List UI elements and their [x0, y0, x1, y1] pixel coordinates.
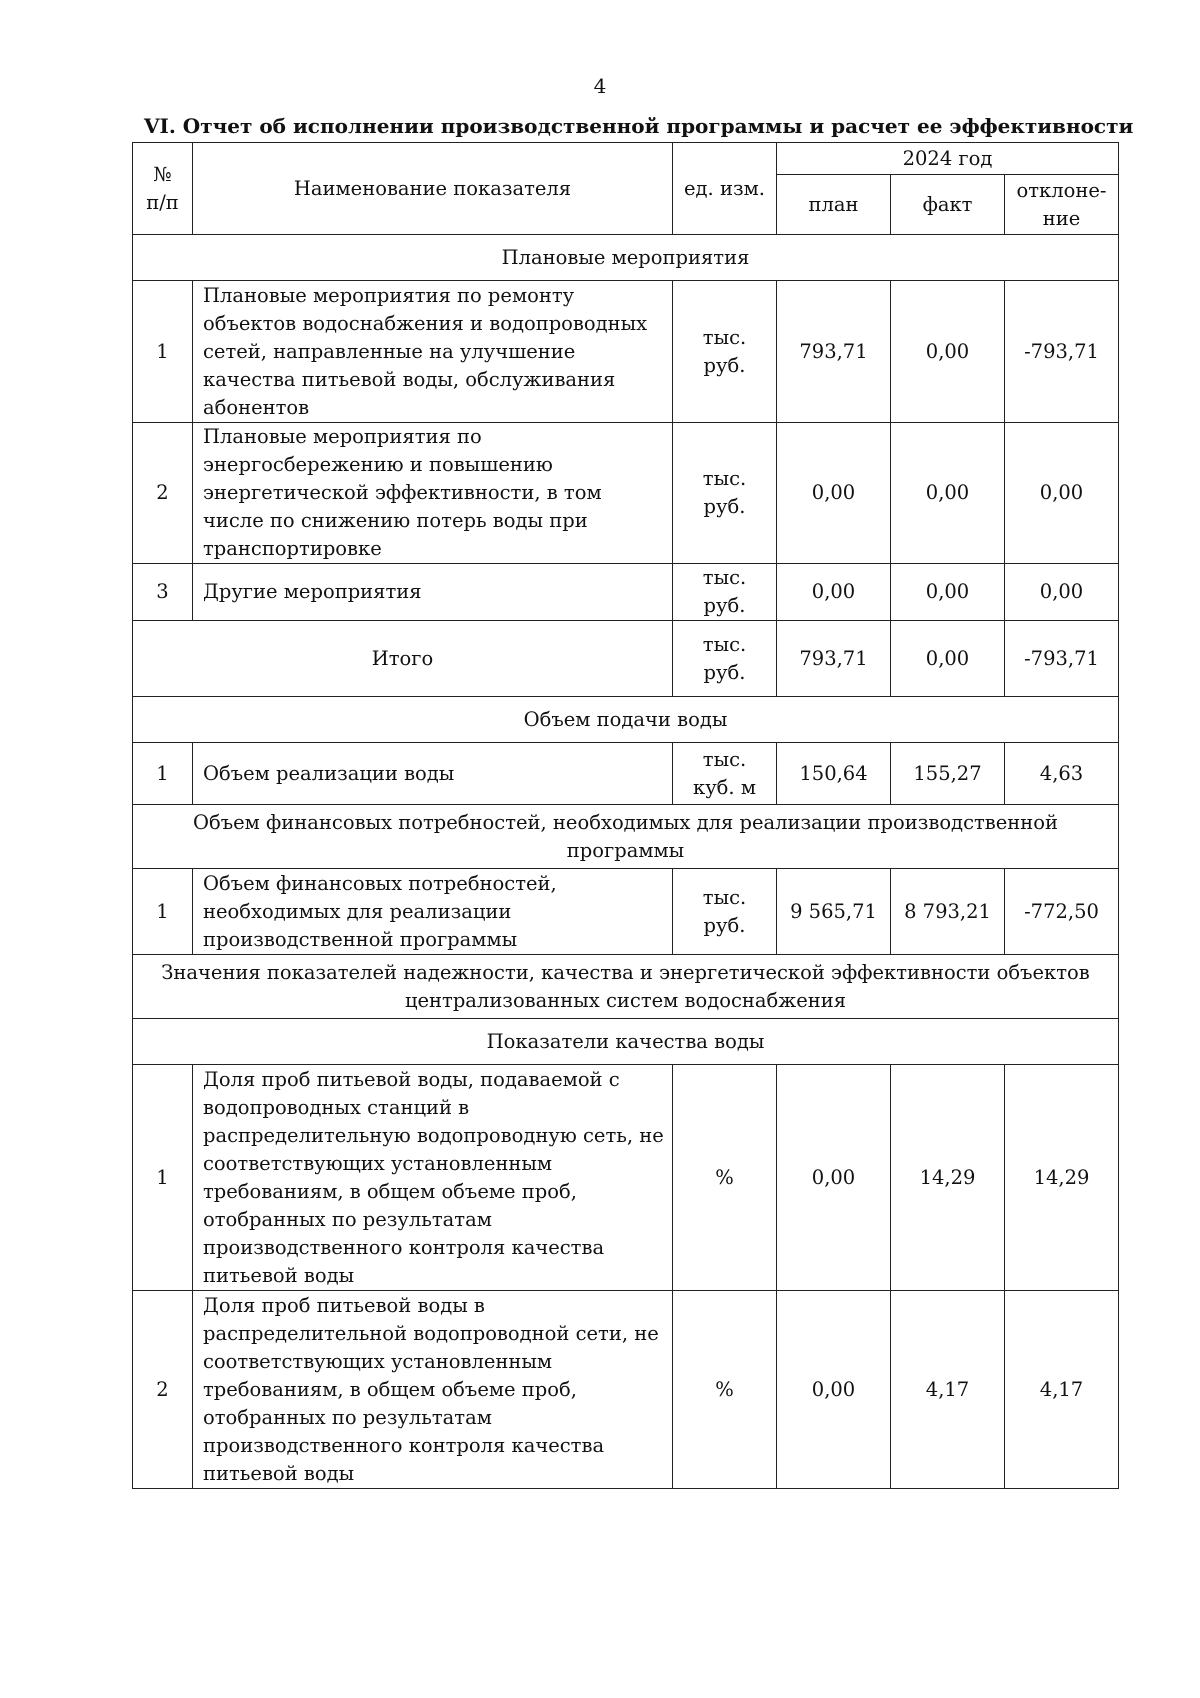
- row-fact: 0,00: [891, 564, 1005, 621]
- section-row: [133, 955, 1119, 1019]
- total-unit: тыс. руб.: [673, 621, 777, 697]
- total-fact: 0,00: [891, 621, 1005, 697]
- row-fact: 8 793,21: [891, 869, 1005, 955]
- table-row: [133, 1065, 1119, 1291]
- total-plan: 793,71: [777, 621, 891, 697]
- row-plan: 150,64: [777, 743, 891, 805]
- section-title-quality: Показатели качества воды: [133, 1019, 1119, 1065]
- row-unit: тыс. руб.: [673, 869, 777, 955]
- header-year: 2024 год: [777, 143, 1119, 175]
- table-row: [133, 281, 1119, 423]
- row-unit: тыс. куб. м: [673, 743, 777, 805]
- row-fact: 14,29: [891, 1065, 1005, 1291]
- row-num: 3: [133, 564, 193, 621]
- row-deviation: -772,50: [1005, 869, 1119, 955]
- section-row: [133, 697, 1119, 743]
- row-name: Плановые мероприятия по ремонту объектов водоснабжения и водопроводных сетей, направленные на улучшение качества питьевой воды, обслуживания абонентов: [193, 281, 673, 423]
- row-num: 1: [133, 869, 193, 955]
- production-program-table: [132, 142, 1119, 1489]
- row-name: Другие мероприятия: [193, 564, 673, 621]
- section-title: VI. Отчет об исполнении производственной программы и расчет ее эффективности: [144, 114, 1134, 138]
- row-plan: 793,71: [777, 281, 891, 423]
- total-row: [133, 621, 1119, 697]
- row-fact: 155,27: [891, 743, 1005, 805]
- row-plan: 0,00: [777, 1065, 891, 1291]
- row-num: 2: [133, 1291, 193, 1489]
- row-name: Объем финансовых потребностей, необходимых для реализации производственной программы: [193, 869, 673, 955]
- table-row: [133, 869, 1119, 955]
- row-plan: 9 565,71: [777, 869, 891, 955]
- row-num: 1: [133, 281, 193, 423]
- row-unit: тыс. руб.: [673, 281, 777, 423]
- table-row: [133, 564, 1119, 621]
- row-deviation: -793,71: [1005, 281, 1119, 423]
- header-fact: факт: [891, 175, 1005, 235]
- table-row: [133, 743, 1119, 805]
- row-plan: 0,00: [777, 423, 891, 564]
- section-title-supply: Объем подачи воды: [133, 697, 1119, 743]
- row-num: 2: [133, 423, 193, 564]
- row-name: Объем реализации воды: [193, 743, 673, 805]
- row-fact: 4,17: [891, 1291, 1005, 1489]
- row-deviation: 4,17: [1005, 1291, 1119, 1489]
- header-deviation: отклоне-ние: [1005, 175, 1119, 235]
- header-num: № п/п: [133, 143, 193, 235]
- row-unit: тыс. руб.: [673, 423, 777, 564]
- row-unit: %: [673, 1065, 777, 1291]
- header-name: Наименование показателя: [193, 143, 673, 235]
- header-unit: ед. изм.: [673, 143, 777, 235]
- section-title-finance: Объем финансовых потребностей, необходимых для реализации производственной программы: [133, 805, 1119, 869]
- row-num: 1: [133, 743, 193, 805]
- row-name: Плановые мероприятия по энергосбережению и повышению энергетической эффективности, в том числе по снижению потерь воды при транспортировке: [193, 423, 673, 564]
- total-label: Итого: [133, 621, 673, 697]
- row-name: Доля проб питьевой воды, подаваемой с водопроводных станций в распределительную водопроводную сеть, не соответствующих установленным требованиям, в общем объеме проб, отобранных по результатам производственного контроля качества питьевой воды: [193, 1065, 673, 1291]
- header-plan: план: [777, 175, 891, 235]
- page-number: 4: [593, 74, 607, 98]
- row-deviation: 0,00: [1005, 564, 1119, 621]
- section-title-planned: Плановые мероприятия: [133, 235, 1119, 281]
- row-deviation: 0,00: [1005, 423, 1119, 564]
- row-unit: %: [673, 1291, 777, 1489]
- row-fact: 0,00: [891, 281, 1005, 423]
- total-deviation: -793,71: [1005, 621, 1119, 697]
- row-unit: тыс. руб.: [673, 564, 777, 621]
- section-row: [133, 805, 1119, 869]
- section-title-reliability: Значения показателей надежности, качества и энергетической эффективности объектов централизованных систем водоснабжения: [133, 955, 1119, 1019]
- row-num: 1: [133, 1065, 193, 1291]
- row-deviation: 4,63: [1005, 743, 1119, 805]
- table-row: [133, 1291, 1119, 1489]
- row-plan: 0,00: [777, 564, 891, 621]
- row-fact: 0,00: [891, 423, 1005, 564]
- row-plan: 0,00: [777, 1291, 891, 1489]
- row-name: Доля проб питьевой воды в распределительной водопроводной сети, не соответствующих установленным требованиям, в общем объеме проб, отобранных по результатам производственного контроля качества питьевой воды: [193, 1291, 673, 1489]
- row-deviation: 14,29: [1005, 1065, 1119, 1291]
- section-row: [133, 235, 1119, 281]
- table-row: [133, 423, 1119, 564]
- section-row: [133, 1019, 1119, 1065]
